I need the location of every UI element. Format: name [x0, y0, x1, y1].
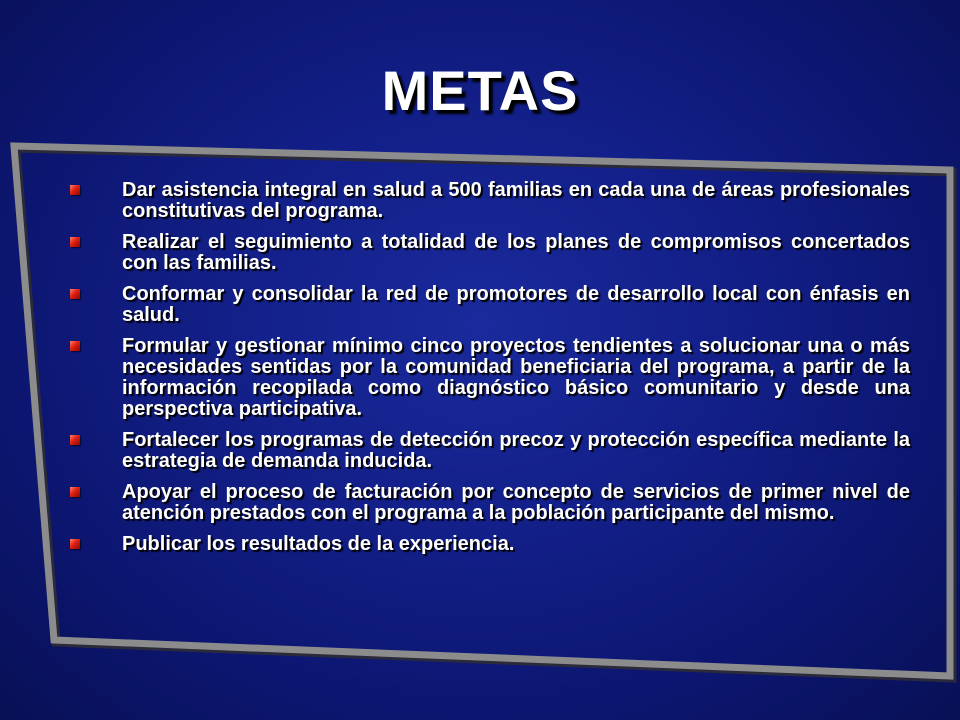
red-square-bullet-icon [70, 237, 80, 247]
red-square-bullet-icon [70, 487, 80, 497]
goal-text: Apoyar el proceso de facturación por concepto de servicios de primer nivel de atención prestados con el programa a la población participante del mismo. [122, 481, 910, 524]
goal-text: Formular y gestionar mínimo cinco proyectos tendientes a solucionar una o más necesidades sentidas por la comunidad beneficiaria del programa, a partir de la información recopilada como diagnóstico básico comunitario y desde una perspectiva participativa. [122, 335, 910, 420]
goal-text: Realizar el seguimiento a totalidad de los planes de compromisos concertados con las familias. [122, 231, 910, 274]
list-item [70, 534, 910, 555]
list-item [70, 482, 910, 524]
list-item [70, 180, 910, 222]
goal-text: Fortalecer los programas de detección precoz y protección específica mediante la estrategia de demanda inducida. [122, 429, 910, 472]
slide-title: METAS [381, 59, 579, 122]
red-square-bullet-icon [70, 341, 80, 351]
goal-text: Dar asistencia integral en salud a 500 familias en cada una de áreas profesionales constitutivas del programa. [122, 179, 910, 222]
red-square-bullet-icon [70, 539, 80, 549]
red-square-bullet-icon [70, 435, 80, 445]
goals-list [70, 180, 910, 565]
goal-text: Publicar los resultados de la experiencia. [122, 533, 515, 555]
list-item [70, 232, 910, 274]
red-square-bullet-icon [70, 185, 80, 195]
list-item [70, 336, 910, 420]
list-item [70, 430, 910, 472]
list-item [70, 284, 910, 326]
goal-text: Conformar y consolidar la red de promotores de desarrollo local con énfasis en salud. [122, 283, 910, 326]
red-square-bullet-icon [70, 289, 80, 299]
